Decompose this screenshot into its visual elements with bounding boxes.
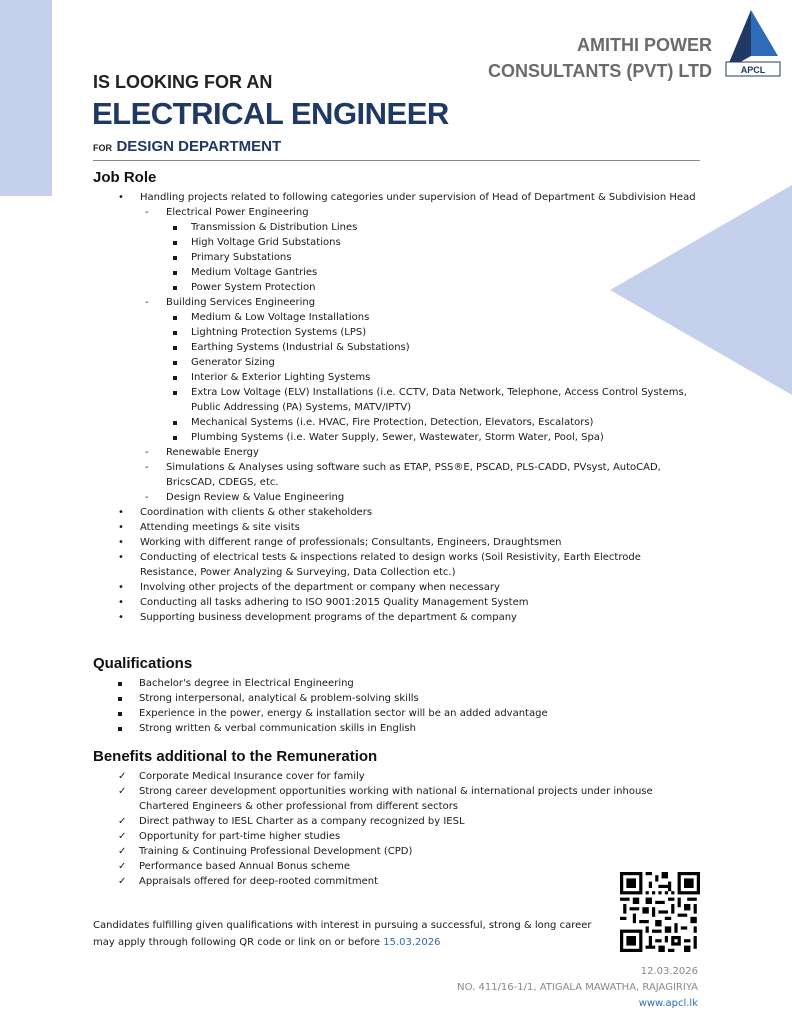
- subcategory-item: Transmission & Distribution Lines: [171, 220, 698, 235]
- divider: [93, 160, 700, 161]
- qualification-item: Strong interpersonal, analytical & problem-solving skills: [118, 691, 698, 706]
- category-item: - Renewable Energy: [143, 445, 698, 460]
- website-link[interactable]: www.apcl.lk: [638, 998, 698, 1009]
- job-role-heading: Job Role: [93, 169, 157, 186]
- subcategory-item: Earthing Systems (Industrial & Substations): [171, 340, 698, 355]
- duty-item: • Conducting of electrical tests & inspections related to design works (Soil Resistivity, Earth Electrode Resistance, Power Analyzing & Surveying, Data Collection etc.): [118, 550, 698, 580]
- subcategory-item: Interior & Exterior Lighting Systems: [171, 370, 698, 385]
- svg-text:APCL: APCL: [740, 65, 766, 75]
- position-title: ELECTRICAL ENGINEER: [92, 96, 449, 131]
- duty-item: • Coordination with clients & other stakeholders: [118, 505, 698, 520]
- subcategory-item: Mechanical Systems (i.e. HVAC, Fire Protection, Detection, Elevators, Escalators): [171, 415, 698, 430]
- category-item: - Simulations & Analyses using software such as ETAP, PSS®E, PSCAD, PLS-CADD, PVsyst, AutoCAD, BricsCAD, CDEGS, etc.: [143, 460, 698, 490]
- qr-code-icon[interactable]: [620, 872, 700, 952]
- benefit-item: ✓ Training & Continuing Professional Development (CPD): [118, 844, 698, 859]
- qualification-item: Bachelor's degree in Electrical Engineering: [118, 676, 698, 691]
- qualification-item: Strong written & verbal communication skills in English: [118, 721, 698, 736]
- footer: [457, 964, 698, 1012]
- subcategory-item: Power System Protection: [171, 280, 698, 295]
- category-item: - Electrical Power Engineering: [143, 205, 698, 220]
- subcategory-item: High Voltage Grid Substations: [171, 235, 698, 250]
- benefit-item: ✓ Performance based Annual Bonus scheme: [118, 859, 698, 874]
- department-line: [93, 138, 281, 156]
- apply-text: Candidates fulfilling given qualifications with interest in pursuing a successful, strong & long career may apply through following QR code or link on or before: [93, 920, 592, 948]
- for-label: FOR: [93, 143, 112, 153]
- category-item: - Building Services Engineering: [143, 295, 698, 310]
- benefit-item: ✓ Direct pathway to IESL Charter as a company recognized by IESL: [118, 814, 698, 829]
- qualification-item: Experience in the power, energy & installation sector will be an added advantage: [118, 706, 698, 721]
- duty-item: • Attending meetings & site visits: [118, 520, 698, 535]
- company-name: [488, 32, 712, 84]
- deadline-date: 15.03.2026: [383, 937, 441, 948]
- benefits-heading: Benefits additional to the Remuneration: [93, 748, 378, 765]
- qualifications-heading: Qualifications: [93, 655, 193, 672]
- duty-item: • Supporting business development programs of the department & company: [118, 610, 698, 625]
- benefit-item: ✓ Corporate Medical Insurance cover for family: [118, 769, 698, 784]
- job-role-intro: • Handling projects related to following categories under supervision of Head of Department & Subdivision Head: [118, 190, 698, 205]
- intro-text: IS LOOKING FOR AN: [93, 72, 273, 92]
- company-logo-icon: [720, 8, 782, 78]
- benefits-list: [118, 769, 698, 889]
- benefit-item: ✓ Strong career development opportunities working with national & international projects under inhouse Chartered Engineers & other professional from different sectors: [118, 784, 698, 814]
- footer-date: 12.03.2026: [640, 966, 698, 977]
- company-name-line1: AMITHI POWER: [577, 35, 712, 55]
- subcategory-item: Lightning Protection Systems (LPS): [171, 325, 698, 340]
- application-instructions: [93, 917, 593, 951]
- category-item: - Design Review & Value Engineering: [143, 490, 698, 505]
- benefit-item: ✓ Opportunity for part-time higher studies: [118, 829, 698, 844]
- subcategory-item: Primary Substations: [171, 250, 698, 265]
- subcategory-item: Medium & Low Voltage Installations: [171, 310, 698, 325]
- job-role-list: [118, 190, 698, 625]
- subcategory-item: Extra Low Voltage (ELV) Installations (i.e. CCTV, Data Network, Telephone, Access Control Systems, Public Addressing (PA) Systems, MATV/IPTV): [171, 385, 698, 415]
- subcategory-item: Generator Sizing: [171, 355, 698, 370]
- duty-item: • Conducting all tasks adhering to ISO 9001:2015 Quality Management System: [118, 595, 698, 610]
- qualifications-list: [118, 676, 698, 736]
- subcategory-item: Medium Voltage Gantries: [171, 265, 698, 280]
- subcategory-item: Plumbing Systems (i.e. Water Supply, Sewer, Wastewater, Storm Water, Pool, Spa): [171, 430, 698, 445]
- department-name: DESIGN DEPARTMENT: [116, 138, 282, 155]
- company-name-line2: CONSULTANTS (PVT) LTD: [488, 61, 712, 81]
- footer-address: NO. 411/16-1/1, ATIGALA MAWATHA, RAJAGIRIYA: [457, 982, 698, 993]
- benefit-item: ✓ Appraisals offered for deep-rooted commitment: [118, 874, 698, 889]
- decorative-bar: [0, 0, 52, 196]
- duty-item: • Working with different range of professionals; Consultants, Engineers, Draughtsmen: [118, 535, 698, 550]
- duty-item: • Involving other projects of the department or company when necessary: [118, 580, 698, 595]
